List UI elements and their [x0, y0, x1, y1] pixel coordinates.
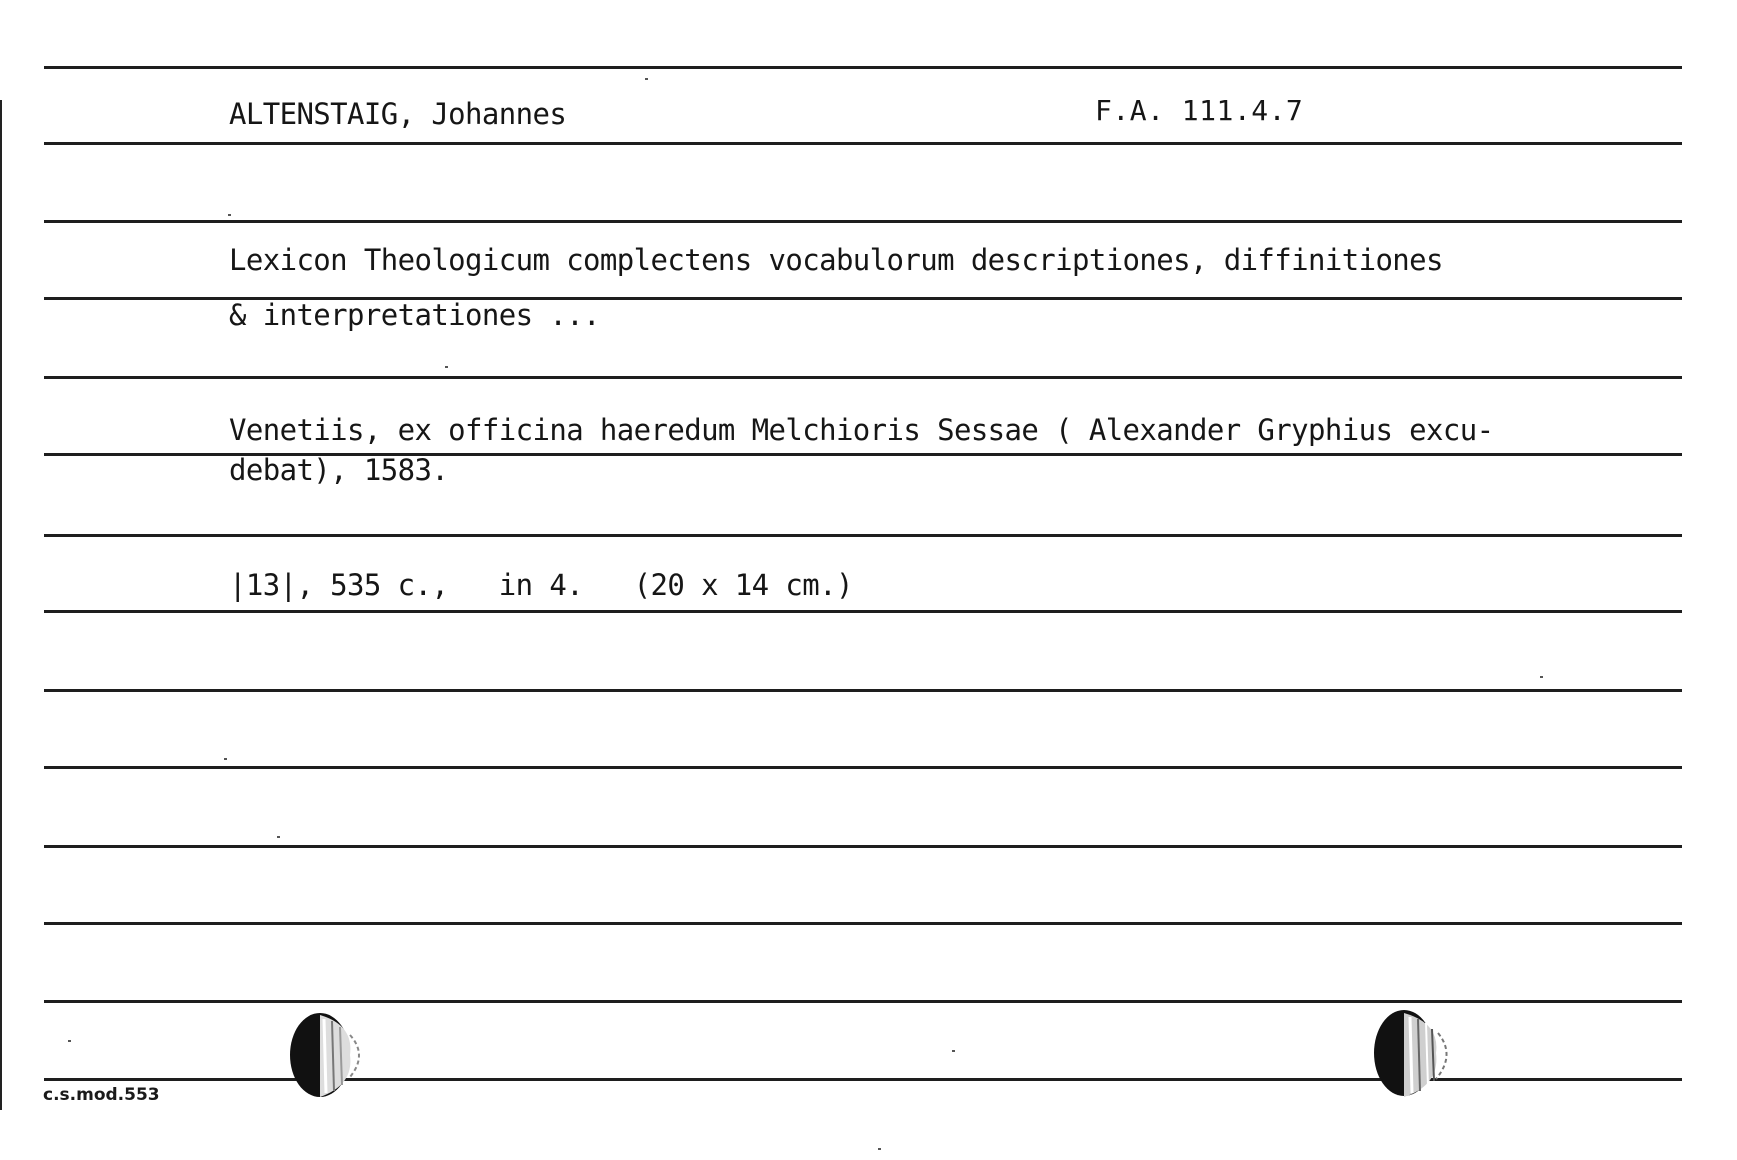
ruled-line: [44, 142, 1682, 145]
form-code: c.s.mod.553: [43, 1085, 160, 1105]
ruled-line: [44, 845, 1682, 848]
ruled-line: [44, 922, 1682, 925]
scan-speck: [952, 1050, 955, 1052]
punch-hole-left: [284, 1005, 374, 1105]
ruled-line: [44, 610, 1682, 613]
scan-speck: [445, 366, 448, 368]
scan-speck: [277, 836, 280, 838]
imprint-line-2: debat), 1583.: [229, 453, 449, 487]
ruled-line: [44, 689, 1682, 692]
ruled-line: [44, 220, 1682, 223]
title-line-1: Lexicon Theologicum complectens vocabulorum descriptiones, diffinitiones: [229, 243, 1443, 277]
scan-speck: [68, 1040, 71, 1042]
scan-speck: [228, 214, 231, 216]
scan-speck: [645, 78, 648, 80]
card-edge: [0, 100, 2, 1110]
ruled-line: [44, 766, 1682, 769]
ruled-line: [44, 376, 1682, 379]
scan-speck: [224, 758, 227, 760]
scan-speck: [1540, 676, 1543, 678]
scan-speck: [878, 1148, 881, 1150]
author-heading: ALTENSTAIG, Johannes: [229, 97, 567, 131]
ruled-line: [44, 534, 1682, 537]
imprint-line-1: Venetiis, ex officina haeredum Melchioris Sessae ( Alexander Gryphius excu-: [229, 413, 1494, 447]
shelfmark: F.A. 111.4.7: [1095, 94, 1304, 127]
collation-line: |13|, 535 c., in 4. (20 x 14 cm.): [229, 568, 853, 602]
punch-hole-right: [1368, 1003, 1458, 1103]
ruled-line: [44, 66, 1682, 69]
title-line-2: & interpretationes ...: [229, 298, 600, 332]
